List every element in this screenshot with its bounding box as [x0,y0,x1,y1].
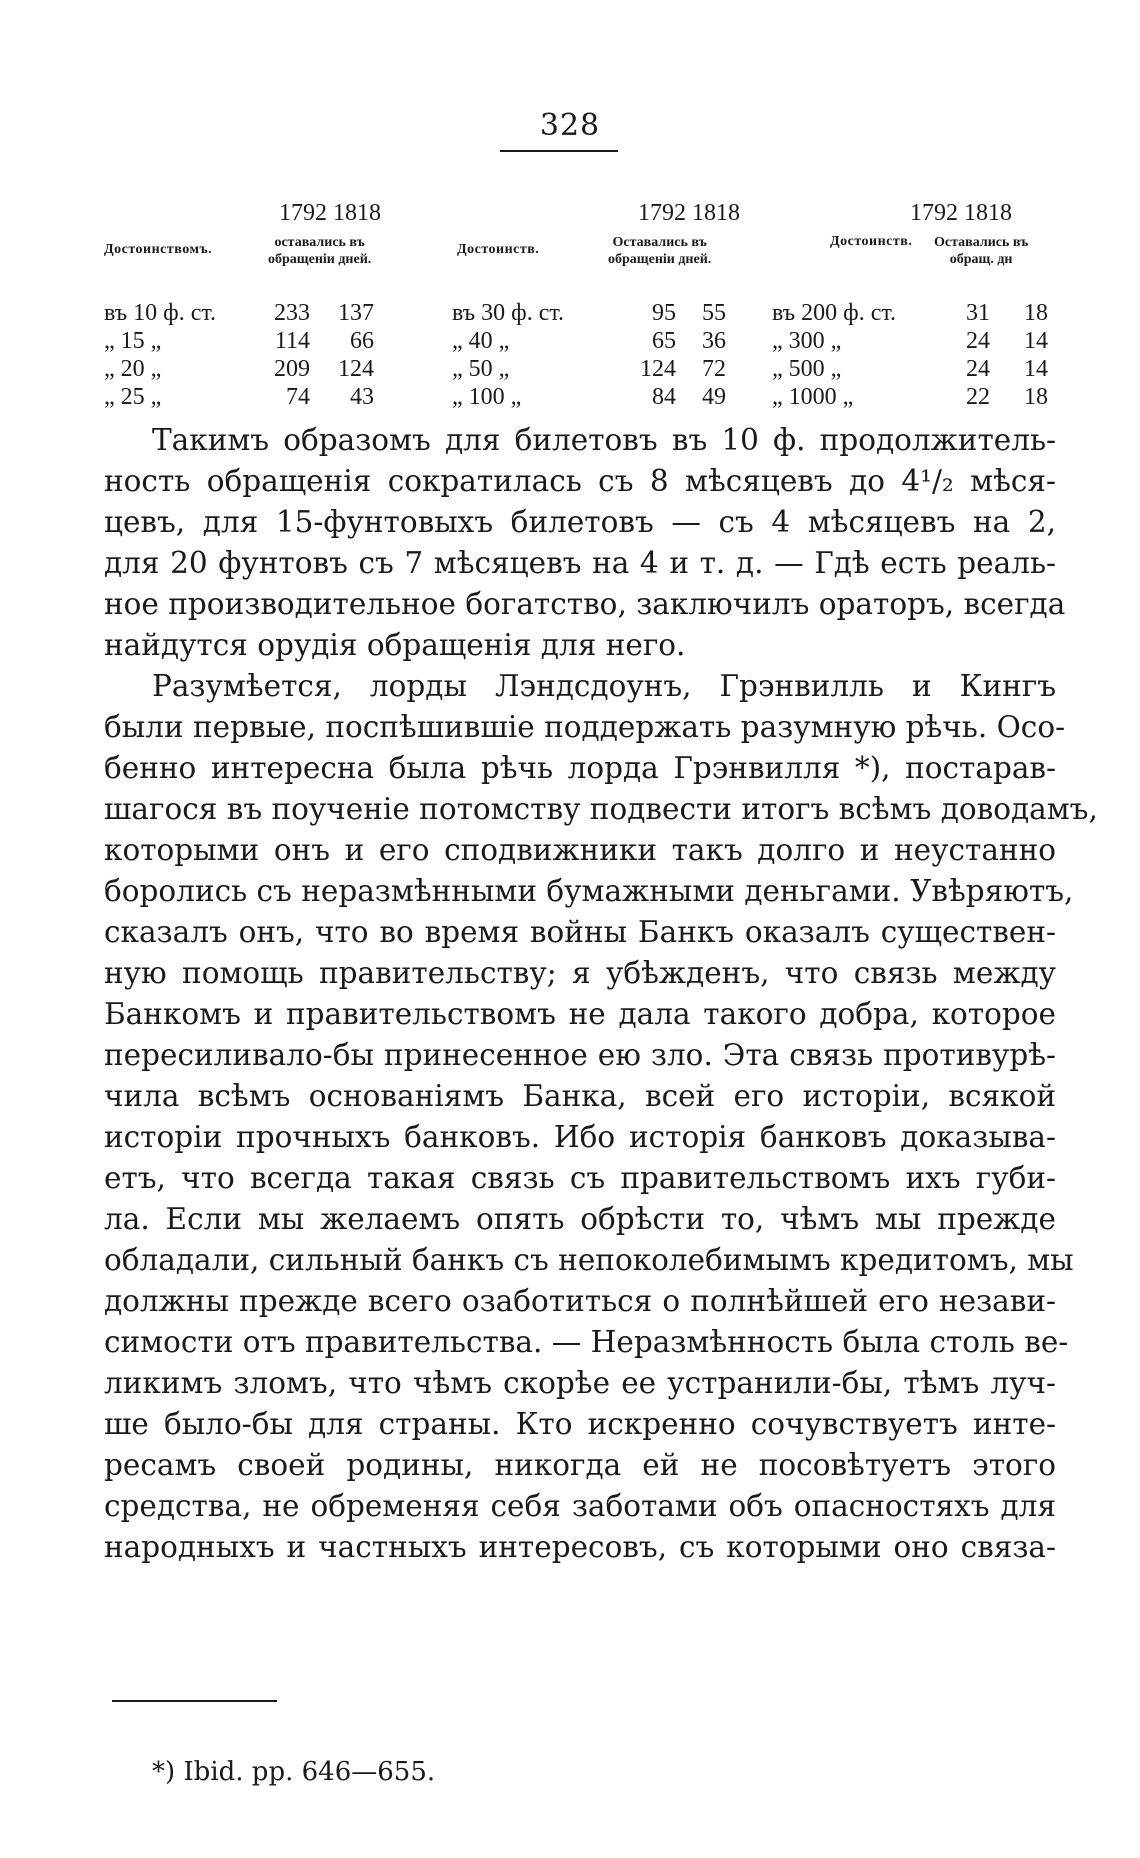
text-line: симости отъ правительства. — Неразмѣнность была столь ве- [104,1325,1069,1359]
value-1818-cell: 124 [338,356,374,382]
text-line: Разумѣется, лорды Лэндсдоунъ, Грэнвилль и Кингъ [152,669,1056,703]
value-1818-cell: 49 [702,384,726,410]
denomination-cell: „ 500 „ [772,356,842,382]
value-1792-cell: 124 [640,356,676,382]
value-1792-cell: 233 [274,300,310,326]
value-1792-cell: 114 [274,328,310,354]
value-1818-cell: 72 [702,356,726,382]
text-line: ность обращенія сократилась съ 8 мѣсяцевъ до 4¹/₂ мѣся- [104,464,1056,498]
circulation-header: Оставались въ обращ. дн [934,235,1029,267]
value-1792-cell: 84 [652,384,676,410]
footnote: *) Ibid. pp. 646—655. [152,1757,436,1787]
text-line: ресамъ своей родины, никогда ей не посовѣтуетъ этого [104,1448,1056,1482]
text-line: ликимъ зломъ, что чѣмъ скорѣе ее устранили-бы, тѣмъ луч- [104,1366,1056,1400]
text-line: найдутся орудія обращенія для него. [104,628,686,662]
text-line: шагося въ поученіе потомству подвести итогъ всѣмъ доводамъ, [104,792,1098,826]
circulation-header: оставались въ обращеніи дней. [268,235,372,267]
table-group-2 [452,200,778,415]
value-1818-cell: 18 [1024,384,1048,410]
circulation-header: Оставались въ обращеніи дней. [608,235,712,267]
years-header: 1792 1818 [910,200,1012,226]
value-1792-cell: 22 [966,384,990,410]
denomination-cell: „ 1000 „ [772,384,854,410]
denomination-cell: въ 10 ф. ст. [104,300,217,326]
footnote-rule [112,1700,277,1702]
text-line: ное производительное богатство, заключилъ ораторъ, всегда [104,587,1066,621]
text-line: бенно интересна была рѣчь лорда Грэнвилля *), постарав- [104,751,1056,785]
text-line: были первые, поспѣшившіе поддержать разумную рѣчь. Осо- [104,710,1066,744]
value-1818-cell: 36 [702,328,726,354]
page-number-rule [500,150,618,152]
denomination-cell: „ 100 „ [452,384,522,410]
text-line: пересиливало-бы принесенное ею зло. Эта связь противурѣ- [104,1038,1056,1072]
value-1792-cell: 31 [966,300,990,326]
value-1792-cell: 24 [966,328,990,354]
text-line: цевъ, для 15-фунтовыхъ билетовъ — съ 4 мѣсяцевъ на 2, [104,505,1056,539]
value-1792-cell: 74 [286,384,310,410]
denomination-cell: „ 50 „ [452,356,510,382]
text-line: ла. Если мы желаемъ опять обрѣсти то, чѣмъ мы прежде [104,1202,1056,1236]
text-line: средства, не обременяя себя заботами объ опасностяхъ для [104,1489,1056,1523]
value-1818-cell: 14 [1024,356,1048,382]
text-line: чила всѣмъ основаніямъ Банка, всей его исторіи, всякой [104,1079,1056,1113]
value-1818-cell: 66 [350,328,374,354]
value-1792-cell: 209 [274,356,310,382]
text-line: должны прежде всего озаботиться о полнѣйшей его незави- [104,1284,1056,1318]
text-line: народныхъ и частныхъ интересовъ, съ которыми оно связа- [104,1530,1056,1564]
body-text [104,420,1098,1568]
value-1792-cell: 65 [652,328,676,354]
table-group-3 [772,200,1064,415]
years-header: 1792 1818 [638,200,740,226]
denomination-header: Достоинств. [830,234,913,249]
denomination-cell: „ 25 „ [104,384,162,410]
value-1818-cell: 55 [702,300,726,326]
text-line: которыми онъ и его сподвижники такъ долго и неустанно [104,833,1056,867]
value-1818-cell: 43 [350,384,374,410]
text-line: боролись съ неразмѣнными бумажными деньгами. Увѣряютъ, [104,874,1074,908]
denomination-cell: въ 30 ф. ст. [452,300,565,326]
text-line: Такимъ образомъ для билетовъ въ 10 ф. продолжитель- [152,423,1056,457]
denomination-cell: „ 40 „ [452,328,510,354]
denomination-cell: „ 300 „ [772,328,842,354]
value-1818-cell: 137 [338,300,374,326]
denomination-cell: „ 15 „ [104,328,162,354]
paragraph-1 [104,420,1066,666]
paragraph-2 [104,666,1098,1568]
statistics-table [104,200,1064,415]
value-1792-cell: 24 [966,356,990,382]
value-1792-cell: 95 [652,300,676,326]
denomination-cell: въ 200 ф. ст. [772,300,897,326]
text-line: етъ, что всегда такая связь съ правительствомъ ихъ губи- [104,1161,1056,1195]
denomination-header: Достоинствомъ. [104,242,213,257]
text-line: Банкомъ и правительствомъ не дала такого добра, которое [104,997,1056,1031]
value-1818-cell: 18 [1024,300,1048,326]
years-header: 1792 1818 [279,200,381,226]
text-line: сказалъ онъ, что во время войны Банкъ оказалъ существен- [104,915,1056,949]
text-line: исторіи прочныхъ банковъ. Ибо исторія банковъ доказыва- [104,1120,1056,1154]
denomination-cell: „ 20 „ [104,356,162,382]
text-line: для 20 фунтовъ съ 7 мѣсяцевъ на 4 и т. д. — Гдѣ есть реаль- [104,546,1056,580]
text-line: ную помощь правительству; я убѣжденъ, что связь между [104,956,1056,990]
text-line: ше было-бы для страны. Кто искренно сочувствуетъ инте- [104,1407,1056,1441]
denomination-header: Достоинств. [457,242,540,257]
page-number: 328 [539,108,601,143]
text-line: обладали, сильный банкъ съ непоколебимымъ кредитомъ, мы [104,1243,1074,1277]
table-group-1 [104,200,442,415]
value-1818-cell: 14 [1024,328,1048,354]
